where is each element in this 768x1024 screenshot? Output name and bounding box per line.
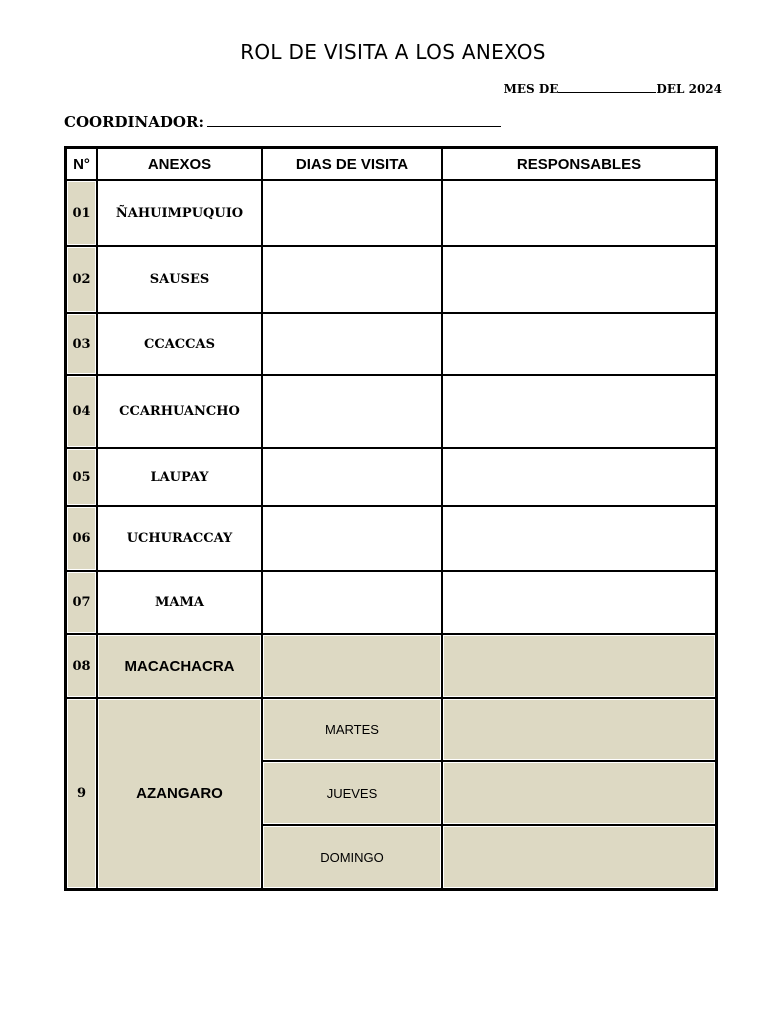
anexo-name: SAUSES — [97, 246, 262, 313]
table-row — [66, 571, 716, 634]
table-row — [66, 375, 716, 448]
table-row — [66, 506, 716, 571]
row-number: 02 — [66, 246, 97, 313]
responsables-cell[interactable] — [442, 761, 716, 825]
row-number: 05 — [66, 448, 97, 506]
responsables-cell[interactable] — [442, 180, 716, 246]
month-blank-line[interactable] — [558, 81, 656, 93]
coordinator-line — [64, 112, 501, 131]
row-number: 9 — [66, 698, 97, 889]
header-number: N° — [66, 148, 97, 180]
header-responsables: RESPONSABLES — [442, 148, 716, 180]
dias-cell[interactable] — [262, 506, 442, 571]
responsables-cell[interactable] — [442, 571, 716, 634]
month-line — [504, 81, 722, 96]
responsables-cell[interactable] — [442, 246, 716, 313]
responsables-cell[interactable] — [442, 375, 716, 448]
dias-cell[interactable] — [262, 448, 442, 506]
month-label: MES DE — [503, 82, 559, 96]
anexo-name: CCACCAS — [97, 313, 262, 375]
table-row — [66, 448, 716, 506]
anexo-name: CCARHUANCHO — [97, 375, 262, 448]
dias-cell[interactable] — [262, 246, 442, 313]
table-row — [66, 246, 716, 313]
table-header-row — [66, 148, 716, 180]
row-number: 01 — [66, 180, 97, 246]
header-dias-de-visita: DIAS DE VISITA — [262, 148, 442, 180]
responsables-cell[interactable] — [442, 448, 716, 506]
row-number: 08 — [66, 634, 97, 698]
coordinator-blank-line[interactable] — [207, 112, 501, 127]
table-row — [66, 698, 716, 761]
anexo-name: MACACHACRA — [97, 634, 262, 698]
row-number: 06 — [66, 506, 97, 571]
coordinator-label: COORDINADOR: — [64, 113, 204, 131]
visit-schedule-table — [64, 146, 718, 891]
responsables-cell[interactable] — [442, 825, 716, 889]
dia-martes: MARTES — [262, 698, 442, 761]
anexo-name: ÑAHUIMPUQUIO — [97, 180, 262, 246]
dias-cell[interactable] — [262, 571, 442, 634]
dias-cell[interactable] — [262, 634, 442, 698]
responsables-cell[interactable] — [442, 506, 716, 571]
responsables-cell[interactable] — [442, 698, 716, 761]
row-number: 04 — [66, 375, 97, 448]
dias-cell[interactable] — [262, 375, 442, 448]
dia-domingo: DOMINGO — [262, 825, 442, 889]
anexo-name: UCHURACCAY — [97, 506, 262, 571]
anexo-name: LAUPAY — [97, 448, 262, 506]
year-label: DEL 2024 — [656, 82, 722, 96]
table-row — [66, 180, 716, 246]
dias-cell[interactable] — [262, 313, 442, 375]
row-number: 07 — [66, 571, 97, 634]
table-row — [66, 634, 716, 698]
anexo-name: AZANGARO — [97, 698, 262, 889]
page-title: ROL DE VISITA A LOS ANEXOS — [240, 40, 546, 64]
anexo-name: MAMA — [97, 571, 262, 634]
row-number: 03 — [66, 313, 97, 375]
responsables-cell[interactable] — [442, 634, 716, 698]
responsables-cell[interactable] — [442, 313, 716, 375]
table-row — [66, 313, 716, 375]
dia-jueves: JUEVES — [262, 761, 442, 825]
header-anexos: ANEXOS — [97, 148, 262, 180]
dias-cell[interactable] — [262, 180, 442, 246]
